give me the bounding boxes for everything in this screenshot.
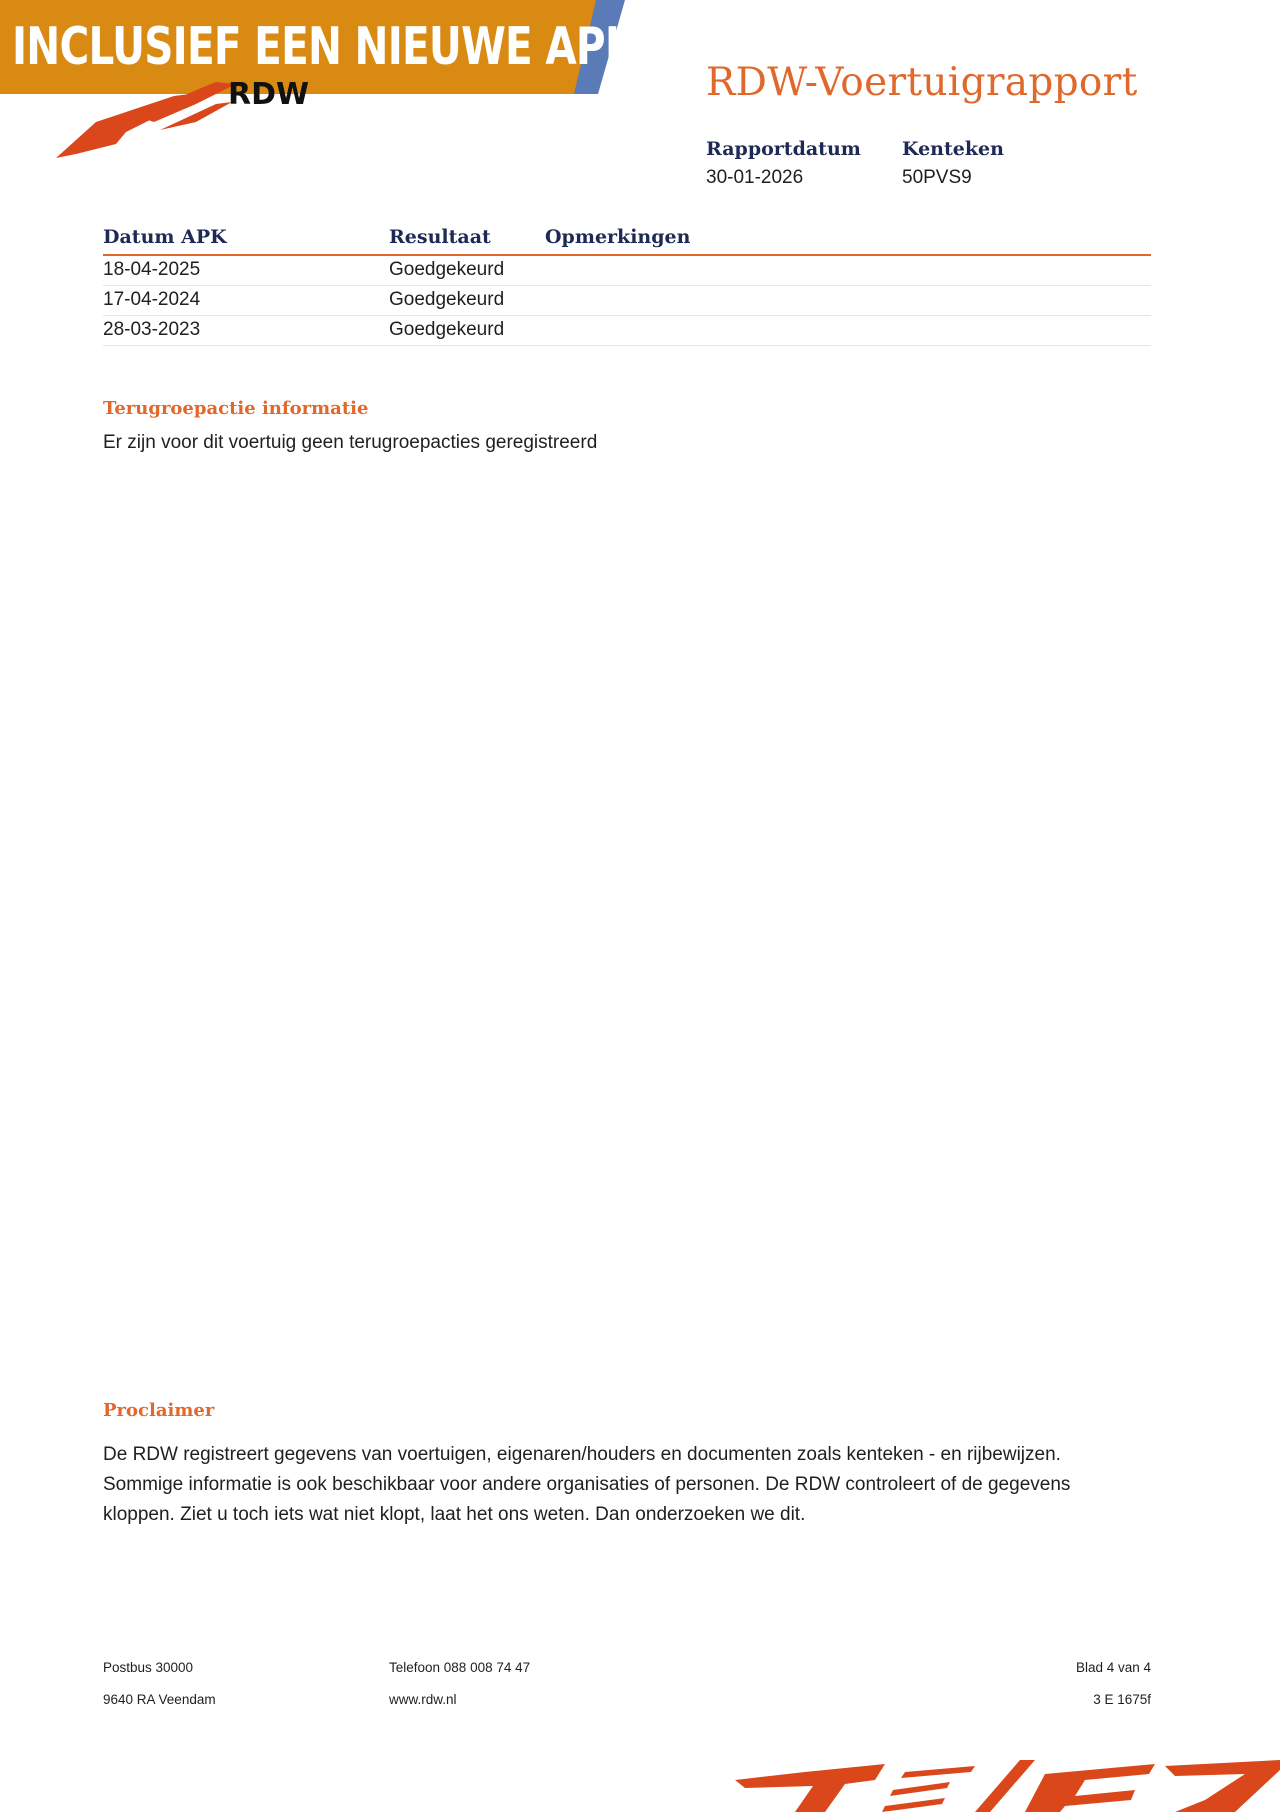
proclaimer-title: Proclaimer: [103, 1400, 215, 1421]
proclaimer-text: [103, 1440, 1113, 1530]
column-header-remarks: Opmerkingen: [545, 226, 691, 248]
recall-section-title: Terugroepactie informatie: [103, 398, 369, 419]
footer-address-line1: Postbus 30000: [103, 1660, 194, 1675]
footer-document-code: 3 E 1675f: [1093, 1692, 1151, 1707]
column-header-result: Resultaat: [389, 226, 491, 248]
apk-date: 28-03-2023: [103, 319, 201, 340]
promo-banner-text: INCLUSIEF EEN NIEUWE APK: [12, 17, 636, 77]
table-header: [103, 226, 1151, 256]
table-row: [103, 316, 1151, 346]
table-row: [103, 256, 1151, 286]
footer-website: www.rdw.nl: [389, 1692, 457, 1707]
table-row: [103, 286, 1151, 316]
apk-date: 17-04-2024: [103, 289, 201, 310]
footer-address-line2: 9640 RA Veendam: [103, 1692, 216, 1707]
recall-text: Er zijn voor dit voertuig geen terugroepacties geregistreerd: [103, 432, 598, 453]
apk-history-table: [103, 226, 1151, 346]
proclaimer-line: Sommige informatie is ook beschikbaar voor andere organisaties of personen. De RDW controleert of de gegevens: [103, 1474, 1071, 1495]
apk-date: 18-04-2025: [103, 259, 201, 280]
license-plate-value: 50PVS9: [902, 167, 972, 188]
apk-result: Goedgekeurd: [389, 289, 505, 310]
apk-result: Goedgekeurd: [389, 259, 505, 280]
promo-banner: [0, 0, 636, 94]
svg-text:RDW: RDW: [228, 82, 310, 112]
column-header-date: Datum APK: [103, 226, 227, 248]
apk-result: Goedgekeurd: [389, 319, 505, 340]
report-date-value: 30-01-2026: [706, 167, 804, 188]
report-date-label: Rapportdatum: [706, 138, 861, 160]
proclaimer-line: De RDW registreert gegevens van voertuigen, eigenaren/houders en documenten zoals kenteken - en rijbewijzen.: [103, 1444, 1061, 1465]
footer-page-number: Blad 4 van 4: [1075, 1660, 1151, 1675]
rdw-logo-icon: [56, 82, 356, 162]
brand-decoration-shapes: [735, 1760, 1280, 1817]
proclaimer-line: kloppen. Ziet u toch iets wat niet klopt, laat het ons weten. Dan onderzoeken we dit.: [103, 1504, 806, 1525]
brand-stripes-icon: [735, 1760, 1280, 1812]
footer-phone: Telefoon 088 008 74 47: [389, 1660, 531, 1675]
license-plate-label: Kenteken: [902, 138, 1004, 160]
report-title: RDW-Voertuigrapport: [706, 60, 1138, 105]
rdw-logo: [56, 82, 356, 167]
